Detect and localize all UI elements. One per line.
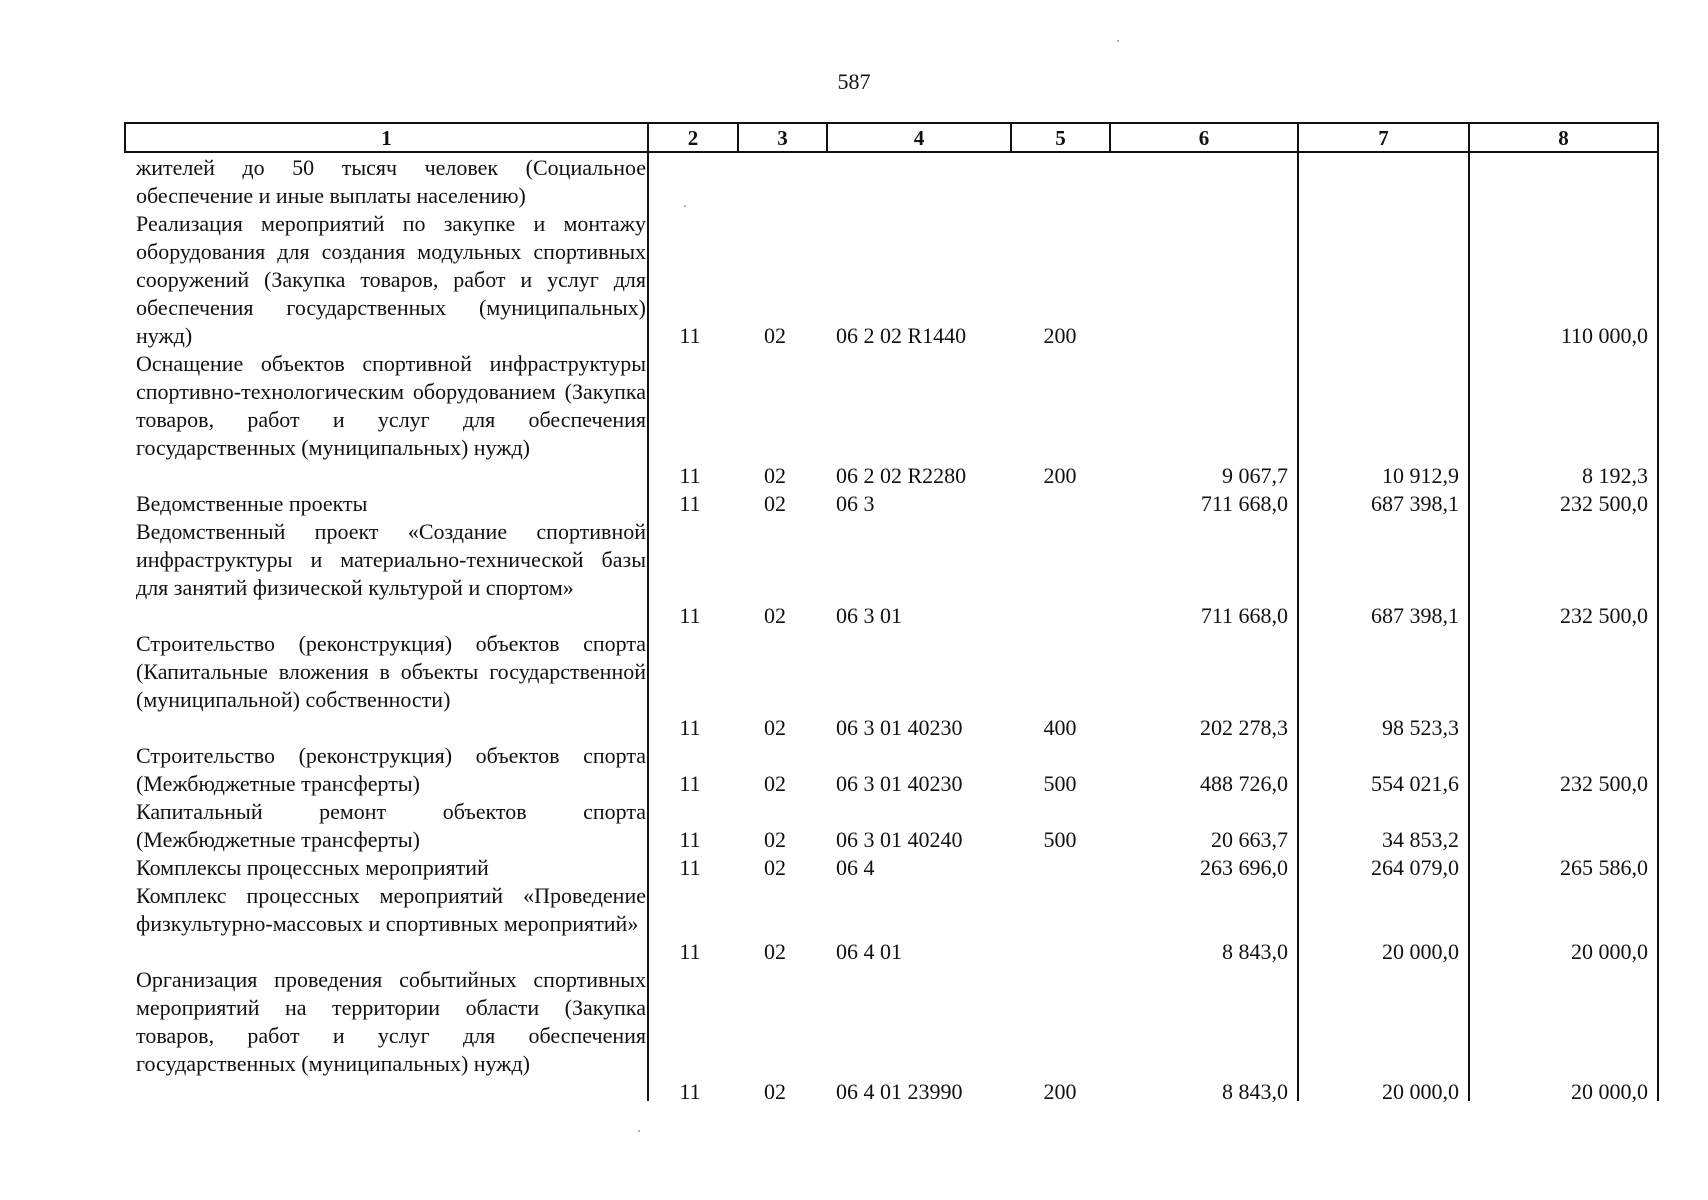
cell-subsection: 02 xyxy=(764,603,786,628)
cell-amount-year3: 110 000,0 xyxy=(1560,323,1648,348)
cell-section: 11 xyxy=(679,603,701,628)
cell-amount-year1: 711 668,0 xyxy=(1200,603,1288,628)
cell-target-code: 06 3 01 40230 xyxy=(836,715,963,740)
budget-table xyxy=(124,122,1659,1104)
cell-amount-year1: 20 663,7 xyxy=(1211,827,1288,852)
header-col-1: 1 xyxy=(381,126,392,150)
cell-amount-year1: 711 668,0 xyxy=(1200,491,1288,516)
cell-expense-type xyxy=(1020,938,1100,966)
cell-subsection: 02 xyxy=(764,771,786,796)
header-col-6: 6 xyxy=(1198,126,1210,150)
cell-subsection: 02 xyxy=(764,491,786,516)
cell-subsection: 02 xyxy=(764,463,786,488)
cell-section: 11 xyxy=(679,463,701,488)
cell-amount-year3: 232 500,0 xyxy=(1560,603,1648,628)
scan-speck xyxy=(638,1130,640,1132)
cell-amount-year3: 232 500,0 xyxy=(1560,491,1648,516)
cell-expense-type: 500 xyxy=(1043,827,1077,852)
cell-target-code: 06 3 01 xyxy=(836,603,902,628)
cell-subsection: 02 xyxy=(764,715,786,740)
cell-amount-year2: 687 398,1 xyxy=(1371,603,1459,628)
cell-subsection: 02 xyxy=(764,855,786,880)
row-description: Реализация мероприятий по закупке и монтажу оборудования для создания модульных спортивных сооружений (Закупка товаров, работ и услуг для обеспечения государственных (муниципальных) нужд) xyxy=(136,211,646,348)
scan-speck xyxy=(1117,40,1119,42)
cell-amount-year1: 202 278,3 xyxy=(1200,715,1288,740)
cell-amount-year2: 264 079,0 xyxy=(1371,855,1459,880)
cell-section: 11 xyxy=(679,1079,701,1104)
cell-section: 11 xyxy=(679,715,701,740)
cell-target-code: 06 4 01 xyxy=(836,939,902,964)
col-border-7 xyxy=(1468,122,1470,1101)
cell-expense-type: 400 xyxy=(1043,715,1077,740)
col-border-8 xyxy=(1657,122,1659,1101)
row-description: Ведомственный проект «Создание спортивной инфраструктуры и материально-технической базы для занятий физической культурой и спортом» xyxy=(136,519,646,600)
row-description: Организация проведения событийных спортивных мероприятий на территории области (Закупка товаров, работ и услуг для обеспечения государственных (муниципальных) нужд) xyxy=(136,967,646,1076)
cell-target-code: 06 2 02 R1440 xyxy=(836,323,967,348)
cell-target-code: 06 4 xyxy=(836,855,875,880)
cell-amount-year3: 265 586,0 xyxy=(1560,855,1648,880)
page-number: 587 xyxy=(837,69,871,94)
cell-section: 11 xyxy=(679,939,701,964)
row-description: жителей до 50 тысяч человек (Социальное обеспечение и иные выплаты населению) xyxy=(136,155,646,208)
col-border-1 xyxy=(647,122,649,1101)
cell-section: 11 xyxy=(679,491,701,516)
cell-amount-year2: 554 021,6 xyxy=(1371,771,1459,796)
cell-expense-type xyxy=(1020,490,1100,518)
cell-amount-year3: 8 192,3 xyxy=(1582,463,1648,488)
cell-section: 11 xyxy=(679,827,701,852)
cell-amount-year3 xyxy=(1473,714,1648,742)
cell-subsection: 02 xyxy=(764,323,786,348)
cell-subsection: 02 xyxy=(764,1079,786,1104)
cell-amount-year3: 20 000,0 xyxy=(1571,1079,1648,1104)
header-col-7: 7 xyxy=(1378,126,1389,150)
row-description: Комплекс процессных мероприятий «Проведение физкультурно-массовых и спортивных мероприятий» xyxy=(136,883,646,936)
cell-amount-year2: 20 000,0 xyxy=(1382,1079,1459,1104)
cell-amount-year1: 488 726,0 xyxy=(1200,771,1288,796)
cell-section: 11 xyxy=(679,323,701,348)
cell-expense-type: 200 xyxy=(1043,463,1077,488)
cell-amount-year2: 10 912,9 xyxy=(1382,463,1459,488)
cell-expense-type: 500 xyxy=(1043,771,1077,796)
header-col-2: 2 xyxy=(687,126,699,150)
cell-amount-year3: 232 500,0 xyxy=(1560,771,1648,796)
cell-amount-year1: 263 696,0 xyxy=(1200,855,1288,880)
cell-target-code: 06 3 01 40240 xyxy=(836,827,963,852)
cell-expense-type: 200 xyxy=(1043,323,1077,348)
cell-expense-type xyxy=(1020,602,1100,630)
cell-target-code: 06 3 01 40230 xyxy=(836,771,963,796)
cell-amount-year2 xyxy=(1302,322,1459,350)
cell-target-code: 06 2 02 R2280 xyxy=(836,463,967,488)
cell-amount-year1: 8 843,0 xyxy=(1222,939,1288,964)
cell-target-code: 06 4 01 23990 xyxy=(836,1079,963,1104)
cell-subsection: 02 xyxy=(764,827,786,852)
row-description: Капитальный ремонт объектов спорта (Межбюджетные трансферты) xyxy=(136,799,646,852)
cell-amount-year3 xyxy=(1473,826,1648,854)
cell-section: 11 xyxy=(679,855,701,880)
cell-expense-type: 200 xyxy=(1043,1079,1077,1104)
header-col-4: 4 xyxy=(913,126,925,150)
cell-amount-year2: 98 523,3 xyxy=(1382,715,1459,740)
row-description: Ведомственные проекты xyxy=(136,491,368,516)
cell-amount-year1: 8 843,0 xyxy=(1222,1079,1288,1104)
header-col-5: 5 xyxy=(1055,126,1066,150)
header-col-3: 3 xyxy=(777,126,788,150)
cell-amount-year3: 20 000,0 xyxy=(1571,939,1648,964)
cell-amount-year2: 20 000,0 xyxy=(1382,939,1459,964)
cell-expense-type xyxy=(1020,854,1100,882)
header-col-8: 8 xyxy=(1558,126,1569,150)
cell-amount-year1: 9 067,7 xyxy=(1222,463,1288,488)
cell-amount-year2: 687 398,1 xyxy=(1371,491,1459,516)
row-description: Строительство (реконструкция) объектов спорта (Капитальные вложения в объекты государственной (муниципальной) собственности) xyxy=(136,631,646,712)
scan-speck xyxy=(684,205,686,207)
col-border-6 xyxy=(1297,122,1299,1101)
cell-amount-year2: 34 853,2 xyxy=(1382,827,1459,852)
row-description: Строительство (реконструкция) объектов спорта (Межбюджетные трансферты) xyxy=(136,743,646,796)
cell-subsection: 02 xyxy=(764,939,786,964)
cell-amount-year1 xyxy=(1114,322,1288,350)
row-description: Оснащение объектов спортивной инфраструктуры спортивно-технологическим оборудованием (Закупка товаров, работ и услуг для обеспечения государственных (муниципальных) нужд) xyxy=(136,351,646,460)
cell-section: 11 xyxy=(679,771,701,796)
row-description: Комплексы процессных мероприятий xyxy=(136,855,489,880)
cell-target-code: 06 3 xyxy=(836,491,875,516)
